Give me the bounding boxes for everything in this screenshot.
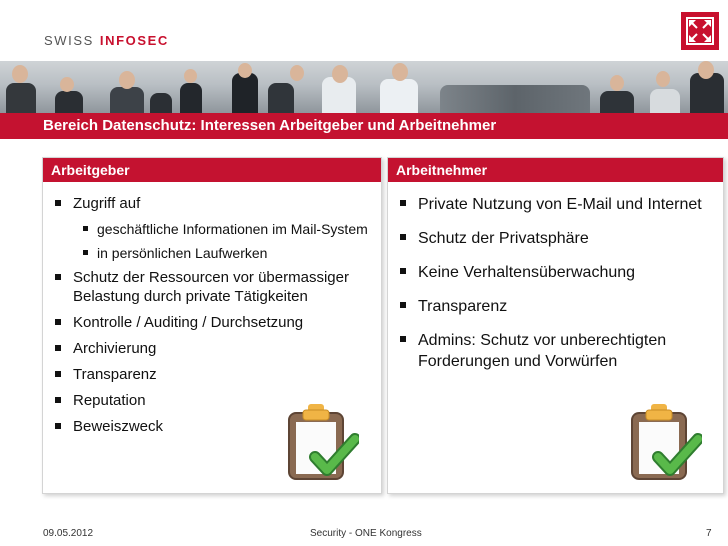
list-item: Zugriff auf (53, 194, 373, 213)
arbeitnehmer-list (398, 194, 715, 385)
clipboard-check-icon (285, 401, 359, 485)
brand-wordmark (44, 33, 169, 48)
header-photo-strip (0, 61, 728, 113)
brand-part-infosec: INFOSEC (99, 33, 169, 48)
list-item: Kontrolle / Auditing / Durchsetzung (53, 313, 373, 332)
footer-date: 09.05.2012 (43, 528, 94, 539)
list-item: Archivierung (53, 339, 373, 358)
panel-header-arbeitgeber: Arbeitgeber (43, 158, 381, 182)
list-item: Beweiszweck (53, 417, 373, 436)
footer-page-number: 7 (706, 528, 712, 539)
footer-event: Security - ONE Kongress (310, 528, 422, 539)
list-item: Transparenz (53, 365, 373, 384)
list-item: Schutz der Ressourcen vor übermassiger Belastung durch private Tätigkeiten (53, 268, 373, 306)
title-bar (0, 113, 728, 139)
list-subitem: geschäftliche Informationen im Mail-System (53, 220, 373, 238)
expand-arrows-icon (681, 12, 719, 50)
panel-arbeitgeber (42, 157, 382, 494)
list-item: Transparenz (398, 296, 715, 317)
brand-part-swiss: SWISS (44, 33, 94, 48)
list-item: Keine Verhaltensüberwachung (398, 262, 715, 283)
panel-arbeitnehmer (387, 157, 724, 494)
list-item: Reputation (53, 391, 373, 410)
panel-header-arbeitnehmer: Arbeitnehmer (388, 158, 723, 182)
clipboard-check-icon (628, 401, 702, 485)
list-subitem: in persönlichen Laufwerken (53, 244, 373, 262)
list-item: Private Nutzung von E-Mail und Internet (398, 194, 715, 215)
list-item: Schutz der Privatsphäre (398, 228, 715, 249)
list-item: Admins: Schutz vor unberechtigten Forderungen und Vorwürfen (398, 330, 715, 372)
slide-title: Bereich Datenschutz: Interessen Arbeitgeber und Arbeitnehmer (43, 117, 497, 134)
